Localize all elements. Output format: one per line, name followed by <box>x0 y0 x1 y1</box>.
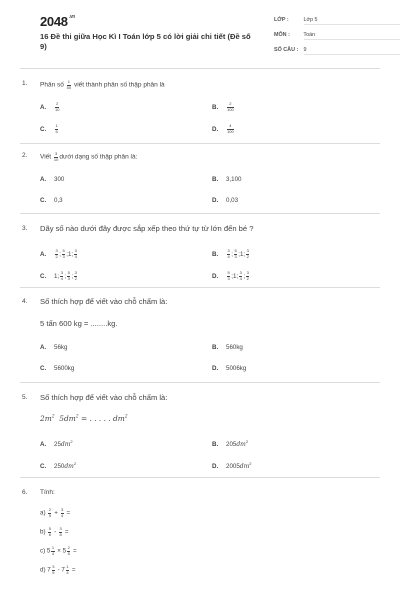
sequence-number: 1 <box>232 272 237 280</box>
option-value: 250 <box>54 463 65 471</box>
numerator: 3 <box>227 248 230 253</box>
option-label: D. <box>212 197 219 204</box>
calc-item-b <box>40 527 69 537</box>
separator: ; <box>71 272 74 280</box>
fraction <box>62 249 65 259</box>
text: dưới dạng số thập phân là: <box>59 153 138 161</box>
fraction <box>54 152 58 162</box>
numerator: 5 <box>67 270 70 275</box>
logo-suffix: .vn <box>68 14 76 20</box>
denominator: 6 <box>48 531 51 537</box>
site-logo[interactable] <box>40 14 75 29</box>
option-label: C. <box>40 272 47 280</box>
option-value: 0,3 <box>54 197 63 204</box>
question-divider <box>20 382 380 383</box>
denominator: 8 <box>59 531 62 537</box>
option-label: B. <box>212 441 219 449</box>
option-a[interactable] <box>40 344 67 351</box>
fraction <box>74 249 77 259</box>
option-label: C. <box>40 197 47 204</box>
meta-key: MÔN : <box>274 32 290 38</box>
fraction-sequence <box>226 270 250 281</box>
question-number: 6. <box>22 489 28 496</box>
option-label: B. <box>212 344 219 351</box>
denominator: 10 <box>55 106 60 112</box>
question-text: Số thích hợp để viết vào chỗ chấm là: <box>40 393 168 402</box>
numerator: 3 <box>246 270 249 275</box>
option-label: C. <box>40 463 47 471</box>
operator: × <box>55 547 63 555</box>
fraction <box>234 249 237 259</box>
expr-part: 2m <box>40 414 52 423</box>
numerator: 1 <box>67 79 71 84</box>
numerator: 2 <box>56 101 59 106</box>
option-value: 5006kg <box>226 365 247 372</box>
meta-underline <box>304 24 400 25</box>
option-label: B. <box>212 103 219 111</box>
option-value: 205 <box>226 441 237 449</box>
meta-value: Lớp 5 <box>303 17 318 23</box>
text: Viết <box>40 153 52 161</box>
option-d[interactable] <box>212 365 246 372</box>
option-unit: dm <box>236 441 246 449</box>
option-value: 0,03 <box>226 197 239 204</box>
option-b[interactable] <box>212 344 243 351</box>
option-label: C. <box>40 125 47 133</box>
denominator: 4 <box>61 512 64 518</box>
fraction <box>52 565 55 575</box>
numerator: 3 <box>74 248 77 253</box>
fraction <box>246 249 249 259</box>
fraction <box>67 271 70 281</box>
denominator: 10 <box>53 156 59 162</box>
fraction <box>55 249 58 259</box>
question-text <box>40 152 137 162</box>
item-label: d) <box>40 566 48 574</box>
question-number: 5. <box>22 394 28 401</box>
separator: ; <box>243 272 246 280</box>
exponent: 2 <box>51 414 55 420</box>
separator: ; <box>231 250 233 258</box>
option-a[interactable] <box>40 249 78 259</box>
exponent: 2 <box>245 439 249 444</box>
denominator: 2 <box>55 253 58 259</box>
separator: ; <box>238 250 240 258</box>
meta-key: SỐ CÂU : <box>274 47 299 53</box>
sequence-number: 1 <box>54 272 58 280</box>
separator: ; <box>57 272 60 280</box>
separator: ; <box>64 272 67 280</box>
meta-underline <box>304 54 400 55</box>
document-title: 16 Đề thi giữa Học Kì I Toán lớp 5 có lời giải chi tiết (Đề số 9) <box>40 32 251 51</box>
fraction <box>227 271 230 281</box>
fraction <box>246 271 249 281</box>
meta-subject <box>274 32 400 38</box>
equals: = <box>70 566 76 574</box>
numerator: 3 <box>52 564 55 569</box>
fraction <box>66 565 69 575</box>
denominator: 4 <box>74 253 77 259</box>
question-expression: 5 tấn 600 kg = ........kg. <box>40 319 118 328</box>
numerator: 2 <box>67 545 70 550</box>
fraction-sequence <box>54 270 78 281</box>
exponent: 2 <box>70 439 73 444</box>
option-c[interactable] <box>40 365 74 372</box>
denominator: 5 <box>48 512 51 518</box>
question-divider <box>20 477 380 478</box>
option-label: D. <box>212 365 219 372</box>
fraction-sequence <box>226 248 250 259</box>
option-c[interactable] <box>40 271 78 281</box>
separator: ; <box>71 250 74 258</box>
numerator: 3 <box>60 270 63 275</box>
numerator: 3 <box>55 151 58 156</box>
option-a[interactable] <box>40 102 60 112</box>
question-expression <box>40 414 128 423</box>
option-label: C. <box>40 365 47 372</box>
numerator: 2 <box>227 102 234 108</box>
calc-item-a <box>40 508 70 518</box>
exponent: 2 <box>73 461 77 466</box>
option-b[interactable] <box>212 439 248 448</box>
option-b[interactable] <box>212 249 250 259</box>
numerator: 3 <box>61 507 64 512</box>
denominator: 4 <box>60 275 63 281</box>
denominator: 4 <box>227 253 230 259</box>
numerator: 5 <box>234 248 237 253</box>
exponent: 2 <box>249 461 252 466</box>
numerator: 1 <box>55 123 58 128</box>
option-d[interactable] <box>212 124 235 134</box>
logo-text: 2048 <box>40 14 68 29</box>
fraction <box>51 546 54 556</box>
option-unit: dm <box>239 463 250 471</box>
text: Phân số <box>40 81 64 89</box>
option-label: D. <box>212 463 219 471</box>
fraction <box>74 271 77 281</box>
option-label: A. <box>40 344 47 351</box>
fraction <box>239 271 242 281</box>
meta-grade <box>274 17 400 23</box>
option-a[interactable] <box>40 439 73 448</box>
meta-underline <box>304 39 400 40</box>
denominator: 5 <box>55 128 58 134</box>
exponent: 2 <box>75 414 79 420</box>
numerator: 3 <box>74 270 77 275</box>
question-number: 3. <box>22 225 28 232</box>
question-divider <box>20 287 380 288</box>
exponent: 2 <box>124 414 128 420</box>
question-number: 4. <box>22 298 28 305</box>
option-d[interactable] <box>212 461 252 470</box>
meta-value: 9 <box>303 47 307 53</box>
fraction-sequence <box>54 248 78 259</box>
text: viết thành phân số thập phân là <box>73 81 165 89</box>
option-label: D. <box>212 272 219 280</box>
numerator: 3 <box>55 248 58 253</box>
denominator: 4 <box>239 275 242 281</box>
separator: ; <box>236 272 239 280</box>
question-number: 1. <box>22 80 28 87</box>
numerator: 3 <box>239 270 242 275</box>
meta-value: Toán <box>303 32 316 38</box>
item-label: a) <box>40 509 48 517</box>
fraction <box>59 527 62 537</box>
denominator: 4 <box>51 550 55 556</box>
option-c[interactable] <box>40 197 63 204</box>
question-text: Dãy số nào dưới đây được sắp xếp theo thứ tự từ lớn đến bé ? <box>40 224 254 233</box>
separator: ; <box>59 250 61 258</box>
denominator: 3 <box>67 275 70 281</box>
sequence-number: 1 <box>67 250 72 258</box>
option-b[interactable] <box>212 176 241 183</box>
denominator: 2 <box>246 275 249 281</box>
option-value: 3,100 <box>226 176 242 183</box>
fraction <box>55 124 58 134</box>
numerator: 2 <box>48 507 51 512</box>
question-text: Tính: <box>40 489 55 496</box>
denominator: 4 <box>66 569 69 575</box>
option-label: A. <box>40 103 47 111</box>
fraction <box>48 527 51 537</box>
whole-part: 5 <box>62 547 67 555</box>
separator: ; <box>231 272 233 280</box>
denominator: 3 <box>62 253 65 259</box>
option-value: 560kg <box>226 344 243 351</box>
denominator: 3 <box>227 275 230 281</box>
option-value: 300 <box>54 176 65 183</box>
denominator: 5 <box>52 569 55 575</box>
whole-part: 7 <box>61 566 65 574</box>
denominator: 3 <box>234 253 237 259</box>
option-d[interactable] <box>212 271 250 281</box>
question-text <box>40 80 165 90</box>
denominator: 2 <box>74 275 77 281</box>
question-text: Số thích hợp để viết vào chỗ chấm là: <box>40 297 168 306</box>
numerator: 1 <box>66 564 69 569</box>
denominator: 100 <box>227 106 234 112</box>
numerator: 4 <box>227 124 234 130</box>
option-label: A. <box>40 250 47 258</box>
fraction <box>67 80 71 90</box>
option-b[interactable] <box>212 102 235 112</box>
option-d[interactable] <box>212 197 238 204</box>
numerator: 3 <box>246 248 249 253</box>
option-unit: dm <box>60 441 71 449</box>
operator: - <box>55 566 62 574</box>
option-value: 56kg <box>54 344 68 351</box>
expr-part: 5dm <box>59 414 76 423</box>
fraction <box>55 102 59 112</box>
meta-key: LỚP : <box>274 17 289 23</box>
sequence-number: 1 <box>239 250 244 258</box>
separator: ; <box>243 250 246 258</box>
equals: = <box>71 547 77 555</box>
fraction <box>227 124 234 134</box>
equals: = <box>63 528 69 536</box>
option-label: A. <box>40 176 47 183</box>
calc-item-d <box>40 565 75 575</box>
header-divider <box>20 68 380 69</box>
equals: = <box>64 509 71 517</box>
separator: ; <box>66 250 68 258</box>
fraction <box>60 271 63 281</box>
meta-question-count <box>274 47 400 53</box>
fraction <box>67 546 70 556</box>
numerator: 5 <box>62 248 65 253</box>
option-c[interactable] <box>40 124 59 134</box>
option-value: 25 <box>54 441 61 449</box>
calc-item-c <box>40 546 77 556</box>
question-divider <box>20 213 380 214</box>
option-a[interactable] <box>40 176 64 183</box>
option-value: 5600kg <box>54 365 75 372</box>
option-value: 2005 <box>226 463 240 471</box>
denominator: 100 <box>227 128 234 134</box>
operator: + <box>52 509 60 517</box>
numerator: 3 <box>59 526 62 531</box>
expr-part: = . . . . . dm <box>78 414 125 423</box>
option-label: B. <box>212 250 219 258</box>
option-label: D. <box>212 125 219 133</box>
operator: - <box>52 528 58 536</box>
fraction <box>227 249 230 259</box>
item-label: c) <box>40 547 47 555</box>
option-unit: dm <box>64 463 74 471</box>
question-number: 2. <box>22 152 28 159</box>
fraction <box>227 102 234 112</box>
option-label: B. <box>212 176 219 183</box>
denominator: 2 <box>246 253 249 259</box>
fraction <box>48 508 51 518</box>
whole-part: 5 <box>46 547 51 555</box>
option-c[interactable] <box>40 461 76 470</box>
denominator: 50 <box>66 84 72 90</box>
item-label: b) <box>40 528 48 536</box>
whole-part: 7 <box>47 566 51 574</box>
fraction <box>61 508 64 518</box>
numerator: 1 <box>51 545 55 550</box>
denominator: 5 <box>67 550 70 556</box>
option-label: A. <box>40 441 47 449</box>
numerator: 5 <box>227 270 230 275</box>
document-header <box>20 0 380 66</box>
question-divider <box>20 143 380 144</box>
numerator: 5 <box>48 526 51 531</box>
